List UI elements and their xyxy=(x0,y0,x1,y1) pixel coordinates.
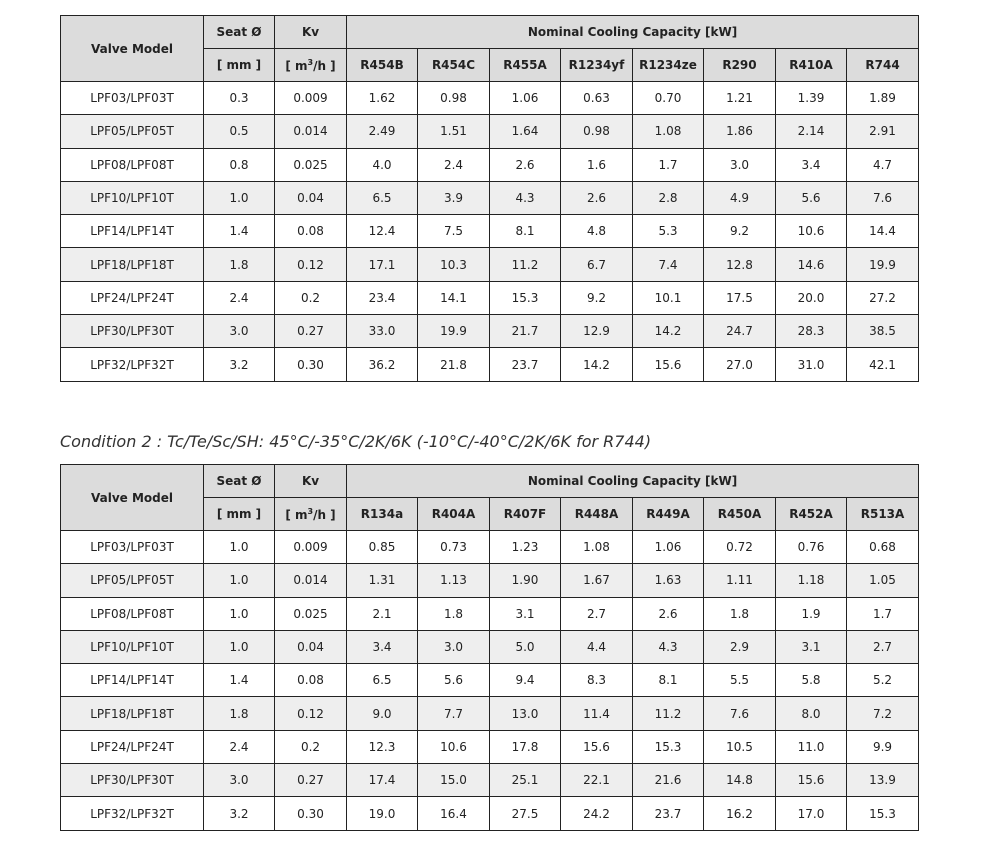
kv-unit-header: [ $m^3/h$ ] xyxy=(275,498,347,531)
capacity-cell: 19.0 xyxy=(347,797,418,830)
table-row xyxy=(61,630,919,663)
valve-model-cell: LPF14/LPF14T xyxy=(61,215,204,248)
valve-model-cell: LPF24/LPF24T xyxy=(61,730,204,763)
seat-diameter-cell: 1.4 xyxy=(204,215,275,248)
capacity-cell: 25.1 xyxy=(490,764,561,797)
capacity-cell: 11.4 xyxy=(561,697,633,730)
capacity-cell: 3.0 xyxy=(704,148,776,181)
valve-model-cell: LPF32/LPF32T xyxy=(61,797,204,830)
capacity-cell: 21.7 xyxy=(490,315,561,348)
capacity-table-condition-1 xyxy=(60,15,919,382)
capacity-cell: 17.8 xyxy=(490,730,561,763)
valve-model-cell: LPF24/LPF24T xyxy=(61,281,204,314)
refrigerant-header: R744 xyxy=(847,49,919,82)
table-row xyxy=(61,797,919,830)
capacity-cell: 0.73 xyxy=(418,531,490,564)
capacity-cell: 19.9 xyxy=(847,248,919,281)
table-row xyxy=(61,215,919,248)
capacity-cell: 9.4 xyxy=(490,664,561,697)
capacity-cell: 0.98 xyxy=(561,115,633,148)
valve-model-header: Valve Model xyxy=(61,465,204,531)
capacity-cell: 23.7 xyxy=(633,797,704,830)
capacity-cell: 12.4 xyxy=(347,215,418,248)
capacity-cell: 13.0 xyxy=(490,697,561,730)
capacity-cell: 1.51 xyxy=(418,115,490,148)
capacity-cell: 3.1 xyxy=(776,630,847,663)
kv-cell: 0.2 xyxy=(275,730,347,763)
seat-diameter-cell: 0.3 xyxy=(204,82,275,115)
capacity-cell: 21.8 xyxy=(418,348,490,381)
capacity-cell: 5.5 xyxy=(704,664,776,697)
capacity-cell: 14.1 xyxy=(418,281,490,314)
capacity-cell: 6.5 xyxy=(347,664,418,697)
refrigerant-header: R513A xyxy=(847,498,919,531)
capacity-cell: 2.4 xyxy=(418,148,490,181)
capacity-cell: 8.1 xyxy=(490,215,561,248)
seat-diameter-cell: 1.4 xyxy=(204,664,275,697)
capacity-cell: 10.6 xyxy=(776,215,847,248)
seat-diameter-cell: 1.0 xyxy=(204,531,275,564)
kv-cell: 0.27 xyxy=(275,315,347,348)
capacity-cell: 1.64 xyxy=(490,115,561,148)
capacity-cell: 17.4 xyxy=(347,764,418,797)
capacity-cell: 15.6 xyxy=(633,348,704,381)
capacity-cell: 11.2 xyxy=(633,697,704,730)
capacity-cell: 1.08 xyxy=(633,115,704,148)
seat-unit-header: [ mm ] xyxy=(204,498,275,531)
capacity-cell: 0.76 xyxy=(776,531,847,564)
capacity-cell: 42.1 xyxy=(847,348,919,381)
capacity-cell: 1.23 xyxy=(490,531,561,564)
refrigerant-header: R290 xyxy=(704,49,776,82)
capacity-cell: 36.2 xyxy=(347,348,418,381)
capacity-cell: 7.4 xyxy=(633,248,704,281)
valve-model-cell: LPF18/LPF18T xyxy=(61,248,204,281)
seat-diameter-cell: 1.0 xyxy=(204,564,275,597)
capacity-cell: 8.3 xyxy=(561,664,633,697)
refrigerant-header: R410A xyxy=(776,49,847,82)
table-row xyxy=(61,315,919,348)
capacity-cell: 4.3 xyxy=(633,630,704,663)
capacity-cell: 2.7 xyxy=(847,630,919,663)
seat-diameter-cell: 3.2 xyxy=(204,797,275,830)
capacity-cell: 28.3 xyxy=(776,315,847,348)
capacity-cell: 5.8 xyxy=(776,664,847,697)
seat-unit-header: [ mm ] xyxy=(204,49,275,82)
capacity-cell: 2.9 xyxy=(704,630,776,663)
valve-model-cell: LPF03/LPF03T xyxy=(61,82,204,115)
capacity-cell: 6.5 xyxy=(347,181,418,214)
seat-diameter-cell: 2.4 xyxy=(204,730,275,763)
capacity-cell: 1.89 xyxy=(847,82,919,115)
capacity-cell: 2.8 xyxy=(633,181,704,214)
table-row xyxy=(61,764,919,797)
capacity-cell: 0.63 xyxy=(561,82,633,115)
capacity-cell: 1.63 xyxy=(633,564,704,597)
capacity-cell: 1.90 xyxy=(490,564,561,597)
seat-diameter-cell: 3.0 xyxy=(204,315,275,348)
seat-diameter-cell: 0.5 xyxy=(204,115,275,148)
capacity-cell: 2.49 xyxy=(347,115,418,148)
capacity-cell: 12.8 xyxy=(704,248,776,281)
condition-2-caption: Condition 2 : Tc/Te/Sc/SH: 45°C/-35°C/2K/6K (-10°C/-40°C/2K/6K for R744) xyxy=(60,432,652,451)
table-row xyxy=(61,730,919,763)
capacity-cell: 4.7 xyxy=(847,148,919,181)
capacity-cell: 15.3 xyxy=(490,281,561,314)
capacity-cell: 27.0 xyxy=(704,348,776,381)
capacity-cell: 5.2 xyxy=(847,664,919,697)
refrigerant-header: R452A xyxy=(776,498,847,531)
capacity-cell: 5.6 xyxy=(776,181,847,214)
capacity-cell: 15.3 xyxy=(847,797,919,830)
table-row xyxy=(61,348,919,381)
capacity-cell: 8.1 xyxy=(633,664,704,697)
refrigerant-header: R407F xyxy=(490,498,561,531)
capacity-cell: 3.4 xyxy=(347,630,418,663)
kv-header: Kv xyxy=(275,465,347,498)
capacity-cell: 1.7 xyxy=(847,597,919,630)
capacity-cell: 13.9 xyxy=(847,764,919,797)
kv-unit-header: [ $m^3/h$ ] xyxy=(275,49,347,82)
seat-diameter-header: Seat Ø xyxy=(204,16,275,49)
kv-cell: 0.08 xyxy=(275,215,347,248)
refrigerant-header: R449A xyxy=(633,498,704,531)
valve-model-cell: LPF08/LPF08T xyxy=(61,148,204,181)
capacity-cell: 7.5 xyxy=(418,215,490,248)
seat-diameter-cell: 1.8 xyxy=(204,248,275,281)
capacity-cell: 23.4 xyxy=(347,281,418,314)
capacity-cell: 12.9 xyxy=(561,315,633,348)
capacity-cell: 21.6 xyxy=(633,764,704,797)
capacity-cell: 3.0 xyxy=(418,630,490,663)
capacity-cell: 7.6 xyxy=(847,181,919,214)
capacity-cell: 0.72 xyxy=(704,531,776,564)
kv-cell: 0.12 xyxy=(275,248,347,281)
capacity-cell: 31.0 xyxy=(776,348,847,381)
valve-model-cell: LPF30/LPF30T xyxy=(61,315,204,348)
capacity-cell: 11.2 xyxy=(490,248,561,281)
capacity-cell: 27.2 xyxy=(847,281,919,314)
capacity-cell: 38.5 xyxy=(847,315,919,348)
kv-cell: 0.30 xyxy=(275,797,347,830)
capacity-cell: 2.6 xyxy=(490,148,561,181)
capacity-cell: 0.68 xyxy=(847,531,919,564)
capacity-table-condition-2 xyxy=(60,464,919,831)
capacity-cell: 2.7 xyxy=(561,597,633,630)
capacity-cell: 14.4 xyxy=(847,215,919,248)
capacity-cell: 10.3 xyxy=(418,248,490,281)
valve-model-header: Valve Model xyxy=(61,16,204,82)
capacity-cell: 3.4 xyxy=(776,148,847,181)
kv-cell: 0.025 xyxy=(275,597,347,630)
kv-cell: 0.04 xyxy=(275,181,347,214)
capacity-cell: 1.13 xyxy=(418,564,490,597)
table-row xyxy=(61,531,919,564)
table-row xyxy=(61,564,919,597)
valve-model-cell: LPF08/LPF08T xyxy=(61,597,204,630)
capacity-cell: 15.0 xyxy=(418,764,490,797)
capacity-cell: 8.0 xyxy=(776,697,847,730)
capacity-cell: 24.2 xyxy=(561,797,633,830)
kv-cell: 0.12 xyxy=(275,697,347,730)
refrigerant-header: R1234yf xyxy=(561,49,633,82)
capacity-cell: 4.4 xyxy=(561,630,633,663)
capacity-cell: 5.3 xyxy=(633,215,704,248)
table-row xyxy=(61,148,919,181)
capacity-cell: 7.2 xyxy=(847,697,919,730)
capacity-cell: 3.1 xyxy=(490,597,561,630)
table-row xyxy=(61,697,919,730)
capacity-cell: 10.5 xyxy=(704,730,776,763)
refrigerant-header: R454B xyxy=(347,49,418,82)
capacity-cell: 16.2 xyxy=(704,797,776,830)
capacity-cell: 3.9 xyxy=(418,181,490,214)
nominal-cooling-capacity-header: Nominal Cooling Capacity [kW] xyxy=(347,16,919,49)
kv-cell: 0.009 xyxy=(275,82,347,115)
valve-model-cell: LPF18/LPF18T xyxy=(61,697,204,730)
seat-diameter-cell: 3.0 xyxy=(204,764,275,797)
capacity-cell: 1.7 xyxy=(633,148,704,181)
kv-cell: 0.025 xyxy=(275,148,347,181)
capacity-cell: 24.7 xyxy=(704,315,776,348)
table-row xyxy=(61,664,919,697)
valve-model-cell: LPF14/LPF14T xyxy=(61,664,204,697)
capacity-cell: 9.9 xyxy=(847,730,919,763)
kv-cell: 0.30 xyxy=(275,348,347,381)
table-row xyxy=(61,281,919,314)
capacity-cell: 17.0 xyxy=(776,797,847,830)
valve-model-cell: LPF32/LPF32T xyxy=(61,348,204,381)
refrigerant-header: R404A xyxy=(418,498,490,531)
capacity-cell: 12.3 xyxy=(347,730,418,763)
capacity-cell: 1.18 xyxy=(776,564,847,597)
kv-cell: 0.27 xyxy=(275,764,347,797)
capacity-cell: 1.39 xyxy=(776,82,847,115)
capacity-cell: 1.8 xyxy=(704,597,776,630)
capacity-cell: 9.0 xyxy=(347,697,418,730)
capacity-cell: 10.6 xyxy=(418,730,490,763)
nominal-cooling-capacity-header: Nominal Cooling Capacity [kW] xyxy=(347,465,919,498)
seat-diameter-cell: 1.0 xyxy=(204,181,275,214)
capacity-cell: 17.1 xyxy=(347,248,418,281)
seat-diameter-cell: 1.8 xyxy=(204,697,275,730)
refrigerant-header: R450A xyxy=(704,498,776,531)
table-row xyxy=(61,597,919,630)
capacity-cell: 1.06 xyxy=(633,531,704,564)
capacity-cell: 1.21 xyxy=(704,82,776,115)
refrigerant-header: R448A xyxy=(561,498,633,531)
table-row xyxy=(61,115,919,148)
capacity-cell: 23.7 xyxy=(490,348,561,381)
capacity-cell: 4.3 xyxy=(490,181,561,214)
kv-cell: 0.08 xyxy=(275,664,347,697)
refrigerant-header: R1234ze xyxy=(633,49,704,82)
valve-model-cell: LPF03/LPF03T xyxy=(61,531,204,564)
capacity-cell: 15.6 xyxy=(776,764,847,797)
capacity-cell: 33.0 xyxy=(347,315,418,348)
valve-model-cell: LPF05/LPF05T xyxy=(61,564,204,597)
capacity-cell: 14.2 xyxy=(561,348,633,381)
refrigerant-header: R134a xyxy=(347,498,418,531)
valve-model-cell: LPF10/LPF10T xyxy=(61,630,204,663)
capacity-cell: 4.8 xyxy=(561,215,633,248)
capacity-cell: 14.2 xyxy=(633,315,704,348)
capacity-cell: 14.6 xyxy=(776,248,847,281)
capacity-cell: 2.6 xyxy=(561,181,633,214)
seat-diameter-header: Seat Ø xyxy=(204,465,275,498)
capacity-cell: 7.7 xyxy=(418,697,490,730)
table-row xyxy=(61,248,919,281)
capacity-cell: 1.06 xyxy=(490,82,561,115)
capacity-cell: 2.6 xyxy=(633,597,704,630)
capacity-cell: 1.31 xyxy=(347,564,418,597)
capacity-cell: 16.4 xyxy=(418,797,490,830)
capacity-cell: 2.1 xyxy=(347,597,418,630)
capacity-cell: 1.8 xyxy=(418,597,490,630)
seat-diameter-cell: 3.2 xyxy=(204,348,275,381)
table-row xyxy=(61,181,919,214)
capacity-cell: 10.1 xyxy=(633,281,704,314)
table-row xyxy=(61,82,919,115)
refrigerant-header: R455A xyxy=(490,49,561,82)
capacity-cell: 14.8 xyxy=(704,764,776,797)
capacity-cell: 19.9 xyxy=(418,315,490,348)
capacity-cell: 15.3 xyxy=(633,730,704,763)
capacity-cell: 17.5 xyxy=(704,281,776,314)
capacity-cell: 2.14 xyxy=(776,115,847,148)
capacity-cell: 1.9 xyxy=(776,597,847,630)
kv-cell: 0.014 xyxy=(275,564,347,597)
capacity-cell: 4.0 xyxy=(347,148,418,181)
valve-model-cell: LPF30/LPF30T xyxy=(61,764,204,797)
kv-cell: 0.04 xyxy=(275,630,347,663)
kv-cell: 0.2 xyxy=(275,281,347,314)
capacity-cell: 22.1 xyxy=(561,764,633,797)
capacity-cell: 20.0 xyxy=(776,281,847,314)
refrigerant-header: R454C xyxy=(418,49,490,82)
capacity-cell: 1.11 xyxy=(704,564,776,597)
seat-diameter-cell: 1.0 xyxy=(204,597,275,630)
capacity-cell: 5.6 xyxy=(418,664,490,697)
capacity-cell: 1.86 xyxy=(704,115,776,148)
capacity-cell: 9.2 xyxy=(561,281,633,314)
seat-diameter-cell: 0.8 xyxy=(204,148,275,181)
capacity-cell: 0.98 xyxy=(418,82,490,115)
capacity-cell: 1.67 xyxy=(561,564,633,597)
capacity-cell: 1.62 xyxy=(347,82,418,115)
capacity-cell: 0.70 xyxy=(633,82,704,115)
capacity-cell: 7.6 xyxy=(704,697,776,730)
seat-diameter-cell: 2.4 xyxy=(204,281,275,314)
capacity-cell: 0.85 xyxy=(347,531,418,564)
capacity-cell: 1.6 xyxy=(561,148,633,181)
kv-header: Kv xyxy=(275,16,347,49)
capacity-cell: 6.7 xyxy=(561,248,633,281)
capacity-cell: 1.08 xyxy=(561,531,633,564)
capacity-cell: 11.0 xyxy=(776,730,847,763)
capacity-cell: 9.2 xyxy=(704,215,776,248)
kv-cell: 0.009 xyxy=(275,531,347,564)
capacity-cell: 2.91 xyxy=(847,115,919,148)
capacity-cell: 15.6 xyxy=(561,730,633,763)
kv-cell: 0.014 xyxy=(275,115,347,148)
capacity-cell: 1.05 xyxy=(847,564,919,597)
capacity-cell: 5.0 xyxy=(490,630,561,663)
capacity-cell: 27.5 xyxy=(490,797,561,830)
capacity-cell: 4.9 xyxy=(704,181,776,214)
valve-model-cell: LPF10/LPF10T xyxy=(61,181,204,214)
valve-model-cell: LPF05/LPF05T xyxy=(61,115,204,148)
seat-diameter-cell: 1.0 xyxy=(204,630,275,663)
